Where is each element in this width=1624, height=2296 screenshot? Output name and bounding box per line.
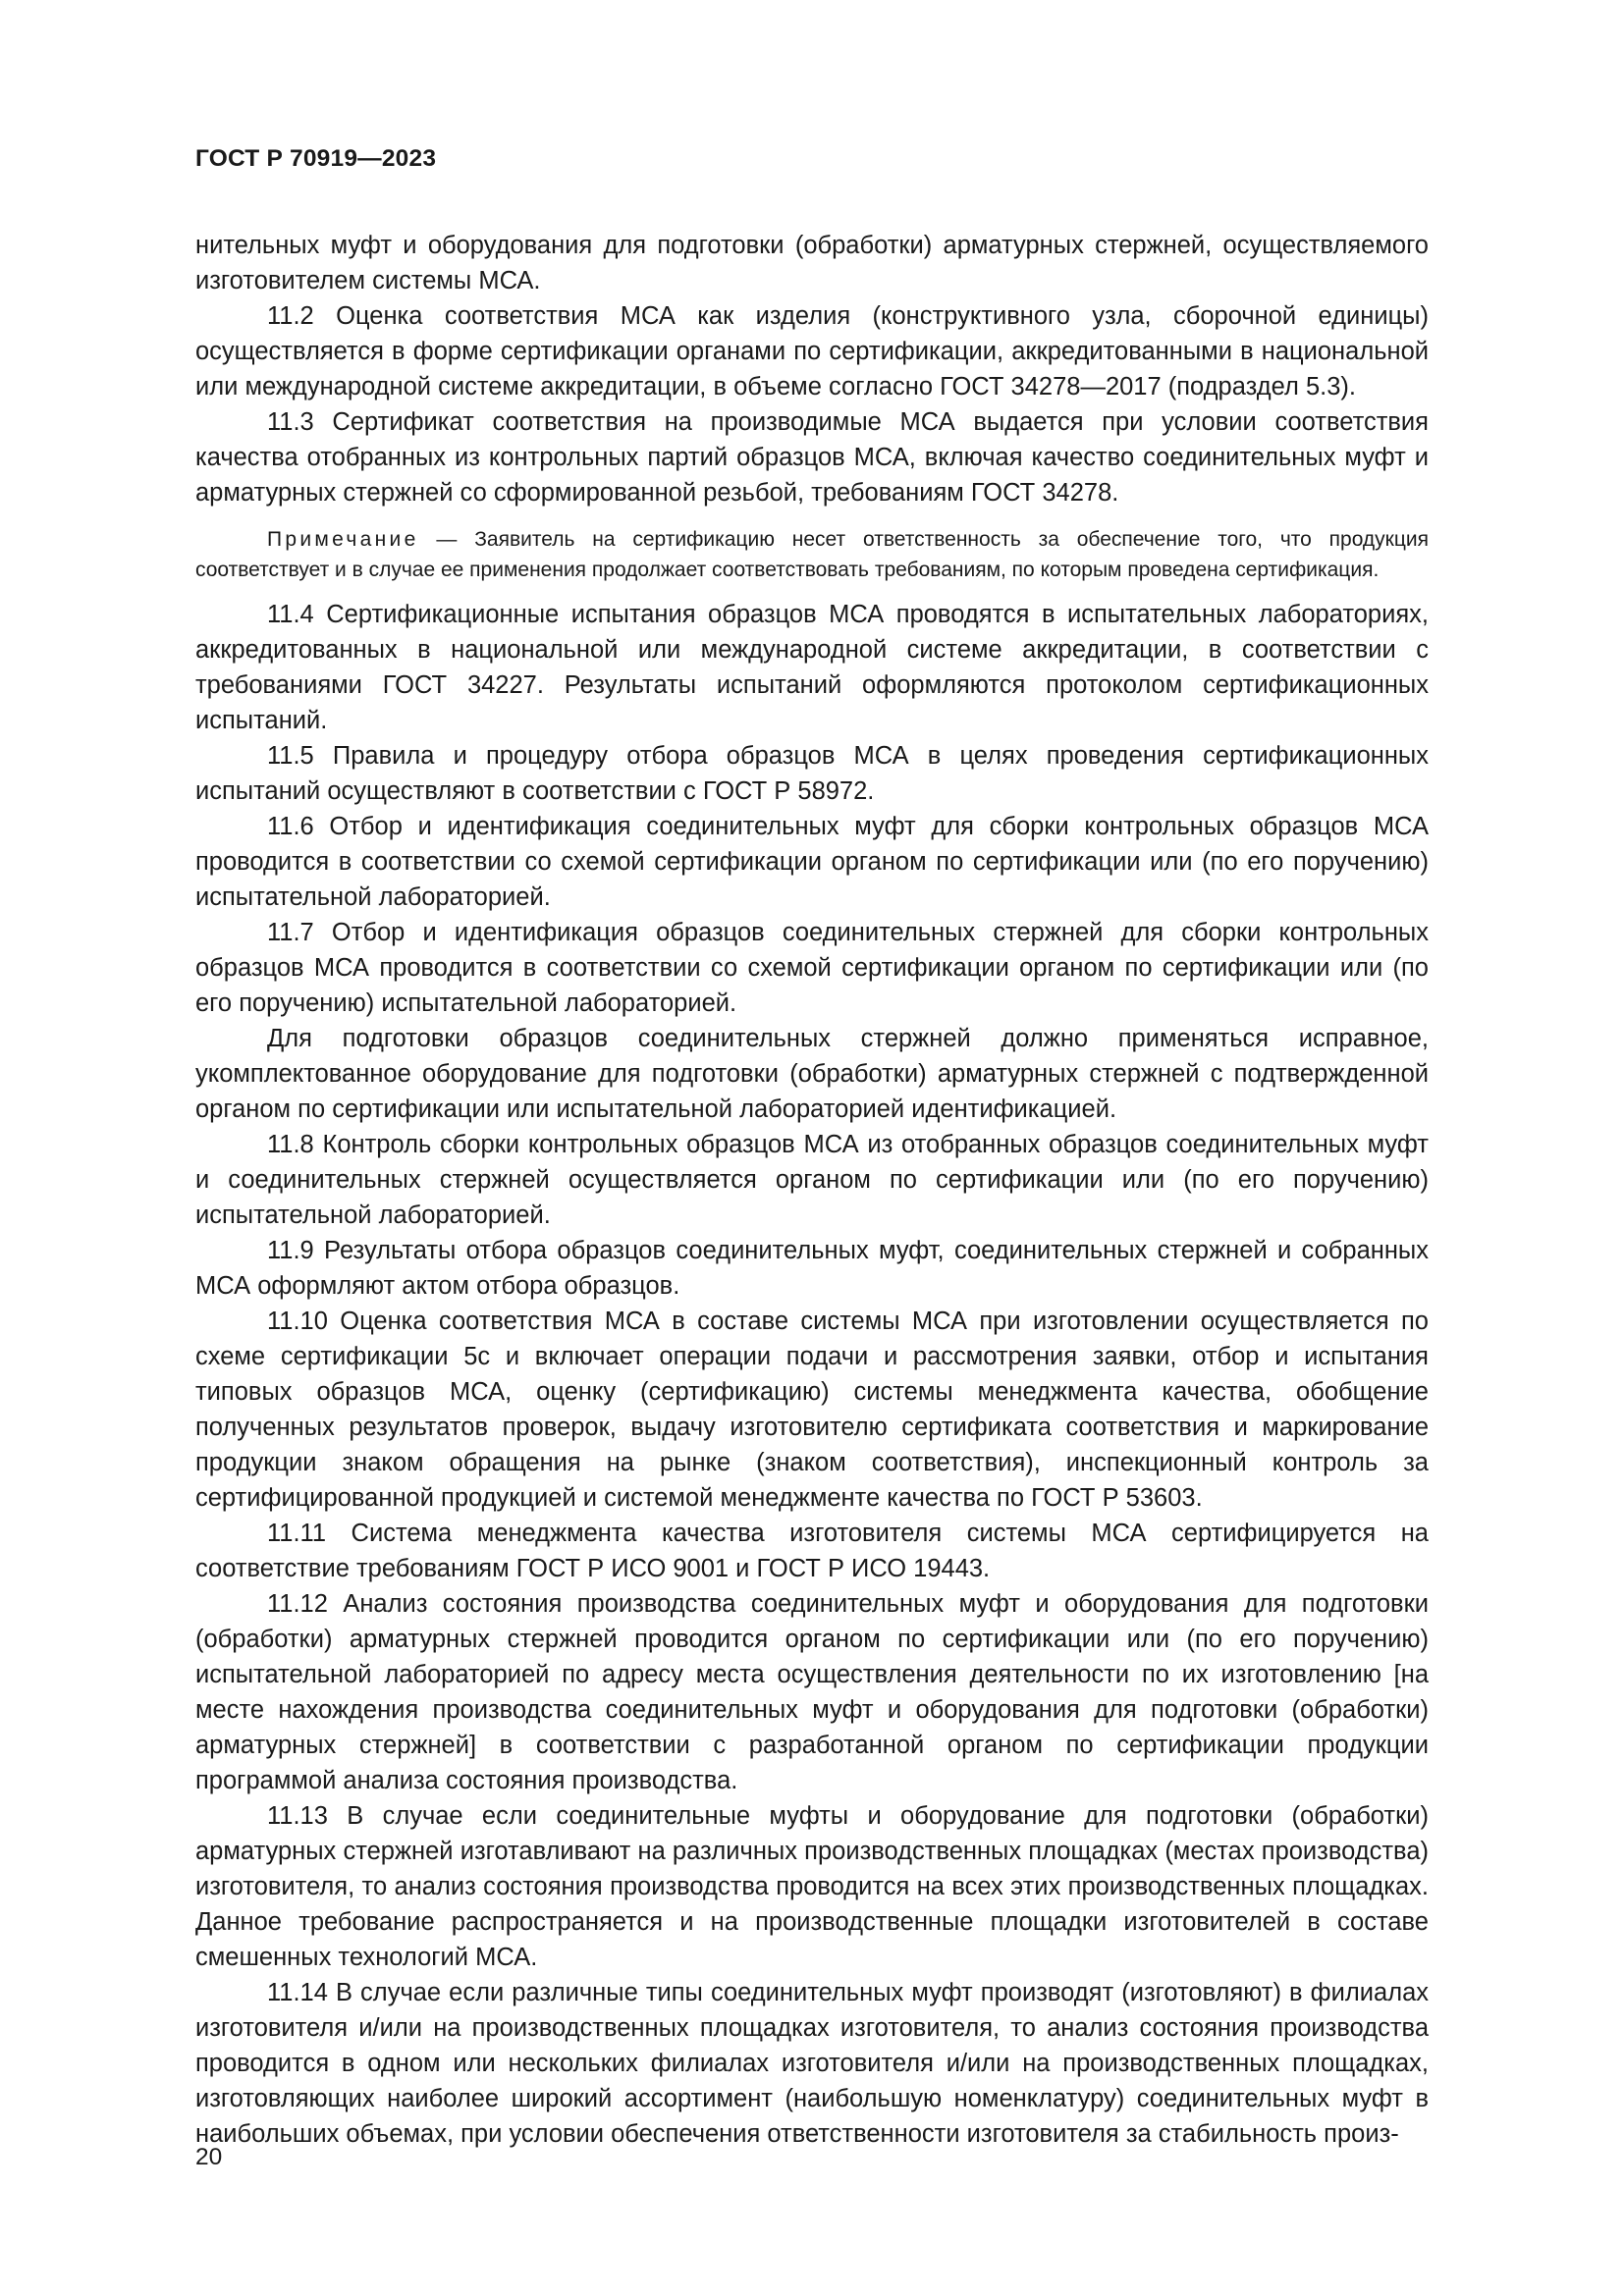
paragraph-11-3: 11.3 Сертификат соответствия на производимые МСА выдается при условии соответствия качества отобранных из контрольных партий образцов МСА, включая качество соединительных муфт и арматурных стержней со сформированной резьбой, требованиям ГОСТ 34278. [195, 408, 1429, 507]
page-number: 20 [195, 2144, 223, 2170]
paragraph-11-6: 11.6 Отбор и идентификация соединительных муфт для сборки контрольных образцов МСА проводится в соответствии со схемой сертификации органом по сертификации или (по его поручению) испытательной лабораторией. [195, 813, 1429, 911]
paragraph-continuation: нительных муфт и оборудования для подготовки (обработки) арматурных стержней, осуществляемого изготовителем системы МСА. [195, 232, 1429, 294]
paragraph-11-7-equipment: Для подготовки образцов соединительных стержней должно применяться исправное, укомплектованное оборудование для подготовки (обработки) арматурных стержней с подтвержденной органом по сертификации или испытательной лабораторией идентификацией. [195, 1025, 1429, 1123]
paragraph-11-5: 11.5 Правила и процедуру отбора образцов МСА в целях проведения сертификационных испытаний осуществляют в соответствии с ГОСТ Р 58972. [195, 742, 1429, 805]
paragraph-11-8: 11.8 Контроль сборки контрольных образцов МСА из отобранных образцов соединительных муфт и соединительных стержней осуществляется органом по сертификации или (по его поручению) испытательной лабораторией. [195, 1131, 1429, 1229]
paragraph-11-14: 11.14 В случае если различные типы соединительных муфт производят (изготовляют) в филиалах изготовителя и/или на производственных площадках изготовителя, то анализ состояния производства проводится в одном или нескольких филиалах изготовителя и/или на производственных площадках, изготовляющих наиболее широкий ассортимент (наибольшую номенклатуру) соединительных муфт в наибольших объемах, при условии обеспечения ответственности изготовителя за стабильность произ- [195, 1979, 1429, 2148]
paragraph-11-2: 11.2 Оценка соответствия МСА как изделия (конструктивного узла, сборочной единицы) осуществляется в форме сертификации органами по сертификации, аккредитованными в национальной или международной системе аккредитации, в объеме согласно ГОСТ 34278—2017 (подраздел 5.3). [195, 302, 1429, 400]
paragraph-11-7: 11.7 Отбор и идентификация образцов соединительных стержней для сборки контрольных образцов МСА проводится в соответствии со схемой сертификации органом по сертификации или (по его поручению) испытательной лабораторией. [195, 919, 1429, 1017]
paragraph-11-4: 11.4 Сертификационные испытания образцов МСА проводятся в испытательных лабораториях, аккредитованных в национальной или международной системе аккредитации, в соответствии с требованиями ГОСТ 34227. Результаты испытаний оформляются протоколом сертификационных испытаний. [195, 601, 1429, 734]
paragraph-11-11: 11.11 Система менеджмента качества изготовителя системы МСА сертифицируется на соответствие требованиям ГОСТ Р ИСО 9001 и ГОСТ Р ИСО 19443. [195, 1520, 1429, 1582]
paragraph-11-9: 11.9 Результаты отбора образцов соединительных муфт, соединительных стержней и собранных МСА оформляют актом отбора образцов. [195, 1237, 1429, 1300]
paragraph-11-10: 11.10 Оценка соответствия МСА в составе системы МСА при изготовлении осуществляется по схеме сертификации 5с и включает операции подачи и рассмотрения заявки, отбор и испытания типовых образцов МСА, оценку (сертификацию) системы менеджмента качества, обобщение полученных результатов проверок, выдачу изготовителю сертификата соответствия и маркирование продукции знаком обращения на рынке (знаком соответствия), инспекционный контроль за сертифицированной продукцией и системой менеджменте качества по ГОСТ Р 53603. [195, 1308, 1429, 1512]
document-body [195, 228, 1429, 2152]
note-text: — Заявитель на сертификацию несет ответственность за обеспечение того, что продукция соответствует и в случае ее применения продолжает соответствовать требованиям, по которым проведена сертификация. [195, 528, 1429, 581]
document-header: ГОСТ Р 70919—2023 [195, 145, 437, 172]
paragraph-11-13: 11.13 В случае если соединительные муфты и оборудование для подготовки (обработки) арматурных стержней изготавливают на различных производственных площадках (местах производства) изготовителя, то анализ состояния производства проводится на всех этих производственных площадках. Данное требование распространяется и на производственные площадки изготовителей в составе смешенных технологий МСА. [195, 1802, 1429, 1971]
note-label: Примечание [267, 528, 419, 551]
paragraph-11-12: 11.12 Анализ состояния производства соединительных муфт и оборудования для подготовки (обработки) арматурных стержней проводится органом по сертификации или (по его поручению) испытательной лабораторией по адресу места осуществления деятельности по их изготовлению [на месте нахождения производства соединительных муфт и оборудования для подготовки (обработки) арматурных стержней] в соответствии с разработанной органом по сертификации продукции программой анализа состояния производства. [195, 1590, 1429, 1794]
note [195, 524, 1429, 585]
